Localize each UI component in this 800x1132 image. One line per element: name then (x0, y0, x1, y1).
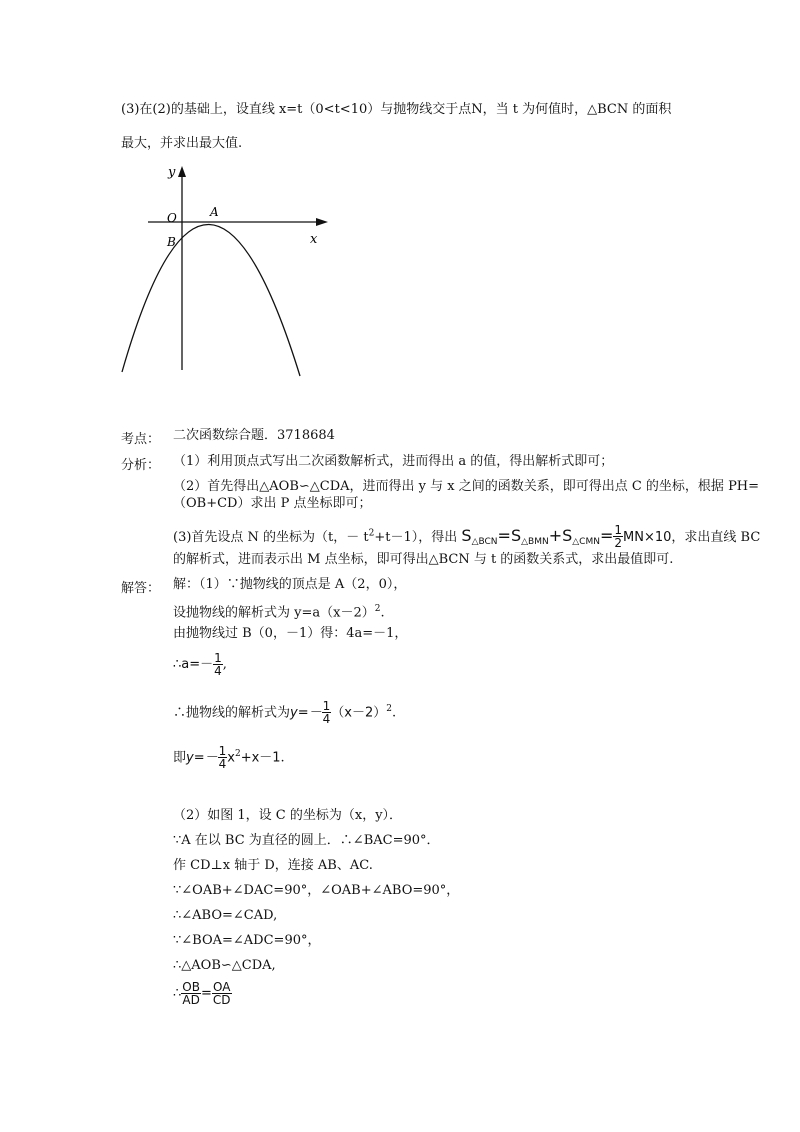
x-axis-arrow (316, 218, 328, 226)
fenxi-p1: （1）利用顶点式写出二次函数解析式，进而得出 a 的值，得出解析式即可； (173, 454, 614, 469)
jieda-line-4: ∴a=－ $\frac{1}{4}$ , (173, 651, 227, 678)
jieda-line-2: 设抛物线的解析式为 $y=a(x-2)^2$. (173, 604, 385, 621)
part2-line-3: 作 CD⊥x 轴于 D，连接 AB、AC. (173, 858, 373, 873)
point-a-label: A (210, 205, 219, 219)
x-axis-label: x (310, 232, 318, 247)
part2-line-1: （2）如图 1，设 C 的坐标为（x，y）． (173, 808, 403, 823)
point-b-label: B (167, 235, 176, 249)
question-3-line-1: (3)在(2)的基础上，设直线 x=t（0<t<10）与抛物线交于点N，当 t 为何值时，△BCN 的面积 (121, 102, 672, 117)
jieda-line-3: 由抛物线过 B（0，－1）得：4a=－1， (173, 626, 408, 641)
parabola-curve (122, 224, 300, 376)
point-o-label: O (167, 211, 177, 225)
jieda-line-1: 解：（1）∵抛物线的顶点是 A（2，0）， (173, 577, 407, 592)
kaodian-label: 考点： (121, 432, 161, 447)
part2-line-8: ∴ $\frac{OB}{AD}$ = $\frac{OA}{CD}$ (173, 980, 231, 1007)
fenxi-p3-line-1: (3)首先设点 N 的坐标为（t，－ $t^2+t-1$），得出 $S_{\triangle BCN}=S_{\triangle BMN}+S_{\triangle CMN}=$ $\frac{1}{2}$ MN×10，求出直线 BC (173, 523, 761, 550)
kaodian-text: 二次函数综合题．3718684 (173, 428, 335, 443)
area-formula: $S_{\triangle BCN}=S_{\triangle BMN}+S_{\triangle CMN}=$ $\frac{1}{2}$ MN×10 (461, 523, 672, 550)
parabola-figure (110, 160, 340, 382)
y-axis-label: y (168, 165, 176, 180)
part2-line-5: ∴∠ABO=∠CAD, (173, 908, 278, 923)
jieda-label: 解答： (121, 581, 161, 596)
jieda-line-5: ∴抛物线的解析式为y=－ $\frac{1}{4}$ $(x-2)^2$. (173, 699, 397, 727)
fenxi-p2-line-2: （OB+CD）求出 P 点坐标即可； (173, 496, 372, 511)
jieda-line-6: 即y=－ $\frac{1}{4}$ $x^2+x-1$. (173, 744, 285, 772)
fenxi-label: 分析： (121, 458, 161, 473)
part2-line-4: ∵∠OAB+∠DAC=90°，∠OAB+∠ABO=90°， (173, 883, 460, 898)
fenxi-p2-line-1: （2）首先得出△AOB∽△CDA，进而得出 y 与 x 之间的函数关系，即可得出点 C 的坐标，根据 PH= (173, 479, 760, 494)
y-axis-arrow (178, 166, 186, 177)
part2-line-2: ∵A 在以 BC 为直径的圆上．∴∠BAC=90°． (173, 833, 440, 848)
part2-line-6: ∵∠BOA=∠ADC=90°， (173, 933, 321, 948)
fenxi-p3-line-2: 的解析式，进而表示出 M 点坐标，即可得出△BCN 与 t 的函数关系式，求出最值即可. (173, 552, 674, 567)
part2-line-7: ∴△AOB∽△CDA, (173, 958, 276, 973)
question-3-line-2: 最大，并求出最大值. (121, 136, 243, 151)
